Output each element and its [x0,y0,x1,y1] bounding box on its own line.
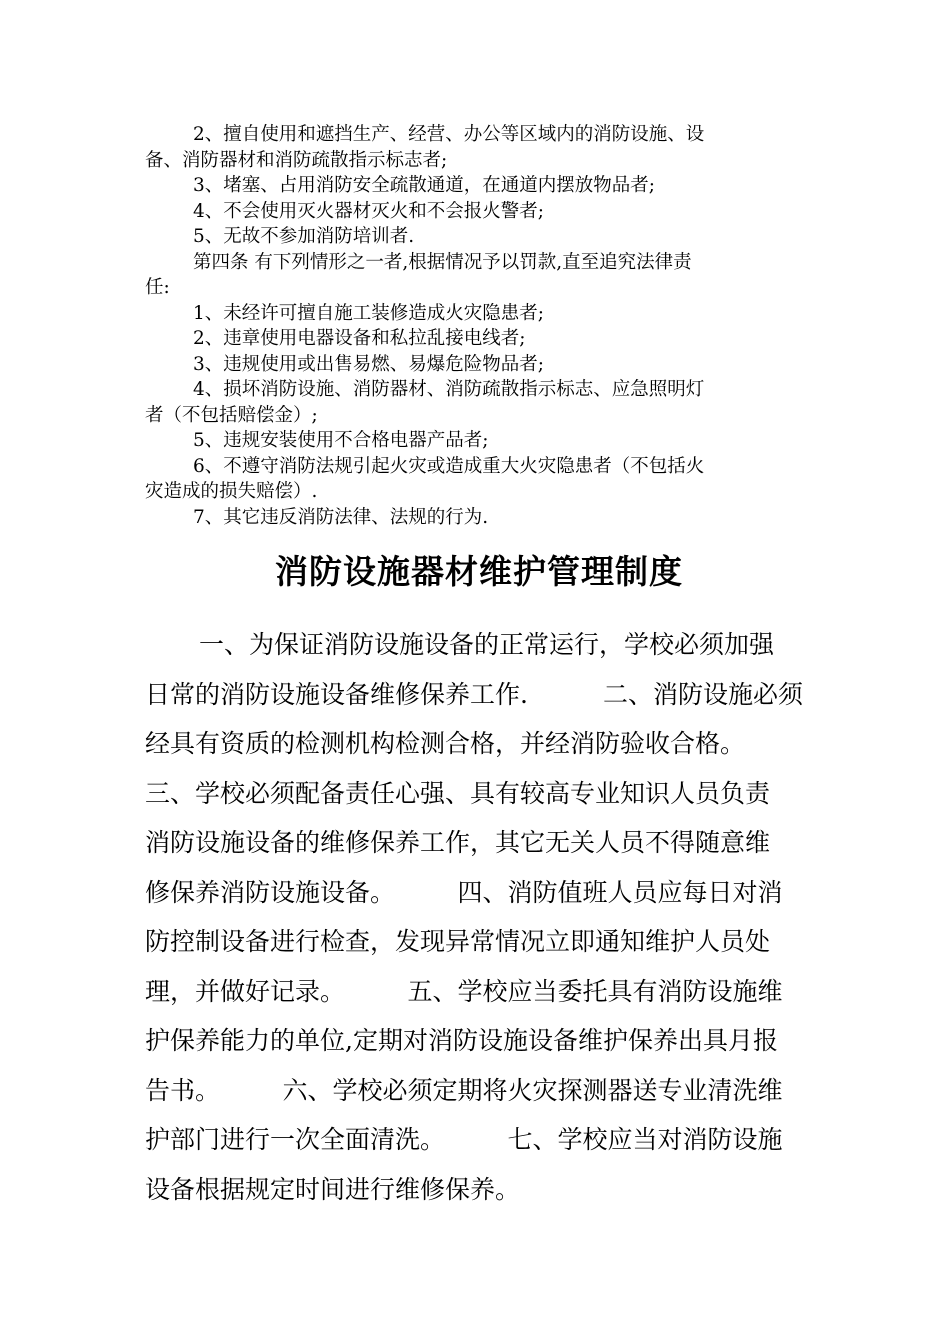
paragraph-line: 设备根据规定时间进行维修保养。 [145,1174,521,1204]
clause-line: 7、其它违反消防法律、法规的行为. [193,506,489,528]
paragraph-line: 经具有资质的检测机构检测合格，并经消防验收合格。 [145,729,746,758]
paragraph-line: 护保养能力的单位,定期对消防设施设备维护保养出具月报 [145,1026,778,1055]
clause-line: 6、不遵守消防法规引起火灾或造成重大火灾隐患者（不包括火 [193,455,705,477]
paragraph-line: 三、学校必须配备责任心强、具有较高专业知识人员负责 [145,778,771,808]
section-title: 消防设施器材维护管理制度 [275,552,683,591]
paragraph-line: 一、为保证消防设施设备的正常运行，学校必须加强 [199,630,775,659]
paragraph-line: 护部门进行一次全面清洗。 七、学校应当对消防设施 [145,1125,783,1154]
paragraph-line: 日常的消防设施设备维修保养工作. 二、消防设施必须 [145,679,803,709]
paragraph-line: 理，并做好记录。 五、学校应当委托具有消防设施维 [145,976,783,1006]
clause-line: 3、堵塞、占用消防安全疏散通道，在通道内摆放物品者; [193,175,656,196]
penalty-clauses [145,122,813,530]
clause-line: 5、违规安装使用不合格电器产品者; [193,430,489,451]
clause-line: 2、擅自使用和遮挡生产、经营、办公等区域内的消防设施、设 [193,124,705,145]
paragraph-line: 消防设施设备的维修保养工作，其它无关人员不得随意维 [145,828,771,857]
paragraph-line: 修保养消防设施设备。 四、消防值班人员应每日对消 [145,877,783,907]
clause-line: 4、不会使用灭火器材灭火和不会报火警者; [193,200,545,222]
clause-line: 者（不包括赔偿金）; [145,404,318,426]
paragraph-line: 告书。 六、学校必须定期将火灾探测器送专业清洗维 [145,1075,783,1105]
clause-line: 2、违章使用电器设备和私拉乱接电线者; [193,328,526,349]
clause-line: 3、违规使用或出售易燃、易爆危险物品者; [193,353,545,375]
clause-line: 灾造成的损失赔偿）. [145,481,318,502]
clause-line: 5、无故不参加消防培训者. [193,226,415,247]
clause-line: 第四条 有下列情形之一者,根据情况予以罚款,直至追究法律责 [193,251,692,273]
clause-line: 备、消防器材和消防疏散指示标志者; [145,149,448,171]
clause-line: 4、损坏消防设施、消防器材、消防疏散指示标志、应急照明灯 [193,379,705,400]
clause-line: 任: [145,277,170,298]
clause-line: 1、未经许可擅自施工装修造成火灾隐患者; [193,302,545,324]
maintenance-rules [145,620,813,1214]
paragraph-line: 防控制设备进行检查，发现异常情况立即通知维护人员处 [145,927,771,956]
